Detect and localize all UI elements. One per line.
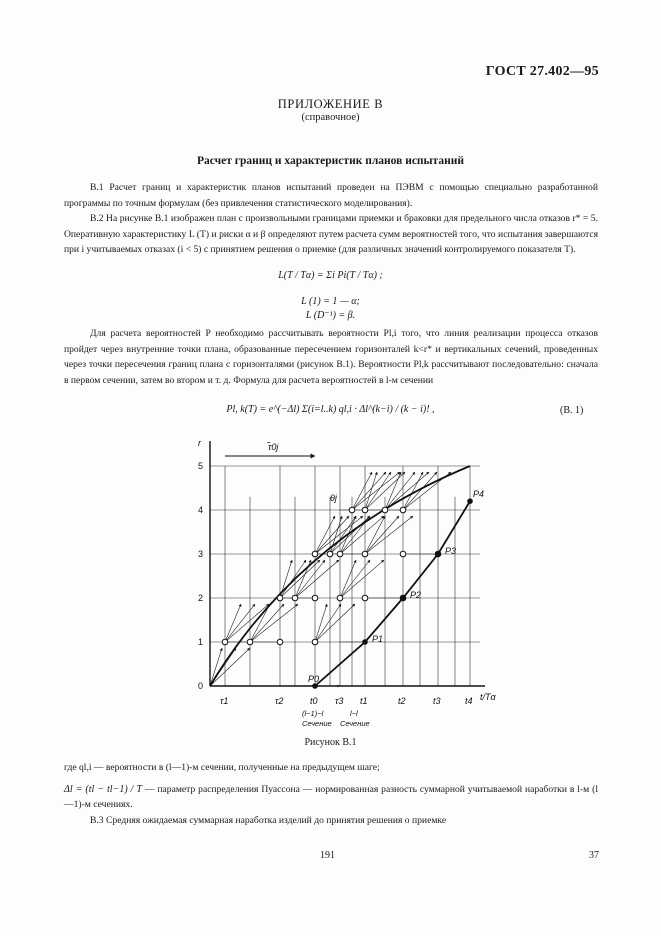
plan-point-filled <box>312 683 318 689</box>
theta-label: θj <box>330 493 337 504</box>
y-tick-label: 0 <box>198 681 204 691</box>
realization-arrows <box>210 472 451 686</box>
plan-point-open <box>362 595 368 601</box>
where-delta-line <box>64 782 598 813</box>
formula-b1: Pl, k(T) = e^(−Δl) Σ(i=l..k) ql,i · Δl^(k−i) / (k − i)! , <box>226 404 435 415</box>
section-label: Сечение <box>340 719 370 728</box>
page-number-right: 37 <box>589 850 599 861</box>
paragraph-b1-text: В.1 Расчет границ и характеристик планов испытаний проведен на ПЭВМ с помощью специально разработанной программы по точным формулам (без привлечения статистического моделирования). <box>64 182 598 209</box>
transition-arrow <box>295 560 339 598</box>
appendix-subtitle: (справочное) <box>301 112 360 123</box>
y-tick-label: 4 <box>198 505 204 515</box>
section-label: l−l <box>350 709 358 718</box>
y-tick-label: 5 <box>198 461 204 471</box>
plan-point-open <box>222 639 228 645</box>
plan-point-open <box>277 639 283 645</box>
plan-point-filled <box>362 639 368 645</box>
paragraph-b1 <box>64 180 598 258</box>
plan-point-open <box>277 595 283 601</box>
delta-definition: Δl = (tl − tl−1) / T <box>64 783 142 795</box>
plan-point-open <box>337 551 343 557</box>
figure-b1-plan-chart <box>190 436 500 732</box>
plan-point-open <box>362 551 368 557</box>
transition-arrow <box>315 604 341 642</box>
transition-arrow <box>250 604 298 642</box>
bracket-label: τ̃0j <box>268 442 279 452</box>
point-label: P4 <box>473 488 485 499</box>
point-label: P2 <box>410 590 422 600</box>
equation-number: (В. 1) <box>560 405 584 416</box>
transition-arrow <box>340 560 384 598</box>
x-tick-label: τ3 <box>335 696 344 706</box>
formula-oc: L(T / Tα) = Σi Pi(T / Tα) ; <box>278 270 383 281</box>
point-label: P3 <box>445 546 457 556</box>
plan-point-open <box>382 507 388 513</box>
standard-header: ГОСТ 27.402—95 <box>485 64 599 79</box>
section-label: Сечение <box>302 719 332 728</box>
where-delta-text: — параметр распределения Пуассона — нормированная разность суммарной учитываемой наработки в l-м (l—1)-м сечениях. <box>64 783 598 811</box>
transition-arrow <box>365 516 413 554</box>
plan-point-open <box>362 507 368 513</box>
plan-point-open <box>327 551 333 557</box>
page-number-center: 191 <box>320 850 335 861</box>
chart-labels <box>198 438 496 728</box>
plan-point-filled <box>435 551 441 557</box>
x-tick-label: τ1 <box>220 696 229 706</box>
x-tick-label: τ2 <box>275 696 284 706</box>
plan-point-open <box>292 595 298 601</box>
point-label: P1 <box>372 634 384 644</box>
paragraph-where <box>64 760 598 828</box>
figure-caption: Рисунок В.1 <box>304 737 357 748</box>
where-q-text: где ql,i — вероятности в (l—1)-м сечении, полученные на предыдущем шаге; <box>64 762 380 773</box>
transition-arrow <box>340 560 356 598</box>
plan-point-filled <box>467 498 473 504</box>
x-axis-label: t/Tα <box>480 692 496 702</box>
transition-arrow <box>225 604 269 642</box>
plan-point-open <box>400 551 406 557</box>
plan-point-open <box>312 639 318 645</box>
plan-point-filled <box>400 595 406 601</box>
x-tick-label: t2 <box>398 696 406 706</box>
plan-grid <box>210 466 480 686</box>
section-label: (l−1)−l <box>302 709 324 718</box>
y-tick-label: 2 <box>198 593 204 603</box>
point-label: P0 <box>308 674 320 684</box>
plan-point-open <box>337 595 343 601</box>
plan-points <box>222 498 473 688</box>
formula-beta: L (D⁻¹) = β. <box>305 310 356 321</box>
plan-point-open <box>400 507 406 513</box>
transition-arrow <box>340 560 370 598</box>
transition-arrow <box>225 604 255 642</box>
x-tick-label: t4 <box>465 696 473 706</box>
paragraph-probabilities-text: Для расчета вероятностей P необходимо рассчитывать вероятности Pl,i того, что линия реализации процесса отказов пройдет через внутренние точки плана, образованные пересечением горизонталей k<r* и вертикальных сечений, проведенных через точки пересечения границ плана с горизонталями (рисунок В.1). Вероятности Pl,k рассчитывают последовательно: сначала в первом сечении, затем во втором и т. д. Формула для расчета вероятностей в l-м сечении <box>64 328 598 386</box>
plan-point-open <box>312 551 318 557</box>
appendix-title: ПРИЛОЖЕНИЕ В <box>277 97 384 111</box>
rejection-boundary <box>315 501 470 686</box>
formula-alpha: L (1) = 1 — α; <box>301 296 360 307</box>
transition-arrow <box>280 560 306 598</box>
plan-point-open <box>247 639 253 645</box>
x-tick-label: t1 <box>360 696 368 706</box>
y-tick-label: 3 <box>198 549 204 559</box>
plan-point-open <box>312 595 318 601</box>
paragraph-b3-text: В.3 Средняя ожидаемая суммарная наработка изделий до принятия решения о приемке <box>90 814 447 826</box>
paragraph-b2-continued <box>64 326 598 388</box>
y-tick-label: 1 <box>198 637 204 647</box>
transition-arrow <box>225 604 241 642</box>
section-title: Расчет границ и характеристик планов испытаний <box>197 155 464 167</box>
plan-point-open <box>349 507 355 513</box>
transition-arrow <box>315 516 363 554</box>
x-tick-label: t0 <box>310 696 318 706</box>
x-tick-label: t3 <box>433 696 441 706</box>
paragraph-b2-text: В.2 На рисунке В.1 изображен план с произвольными границами приемки и браковки для предельного числа отказов r* = 5. Оперативную характеристику L (T) и риски α и β определяют путем расчета сумм вероятностей того, что испытания завершаются при i учитываемых отказах (i < 5) с принятием решения о приемке (для различных значений контролируемого показателя T). <box>64 213 598 256</box>
y-axis-label: r <box>198 438 201 448</box>
